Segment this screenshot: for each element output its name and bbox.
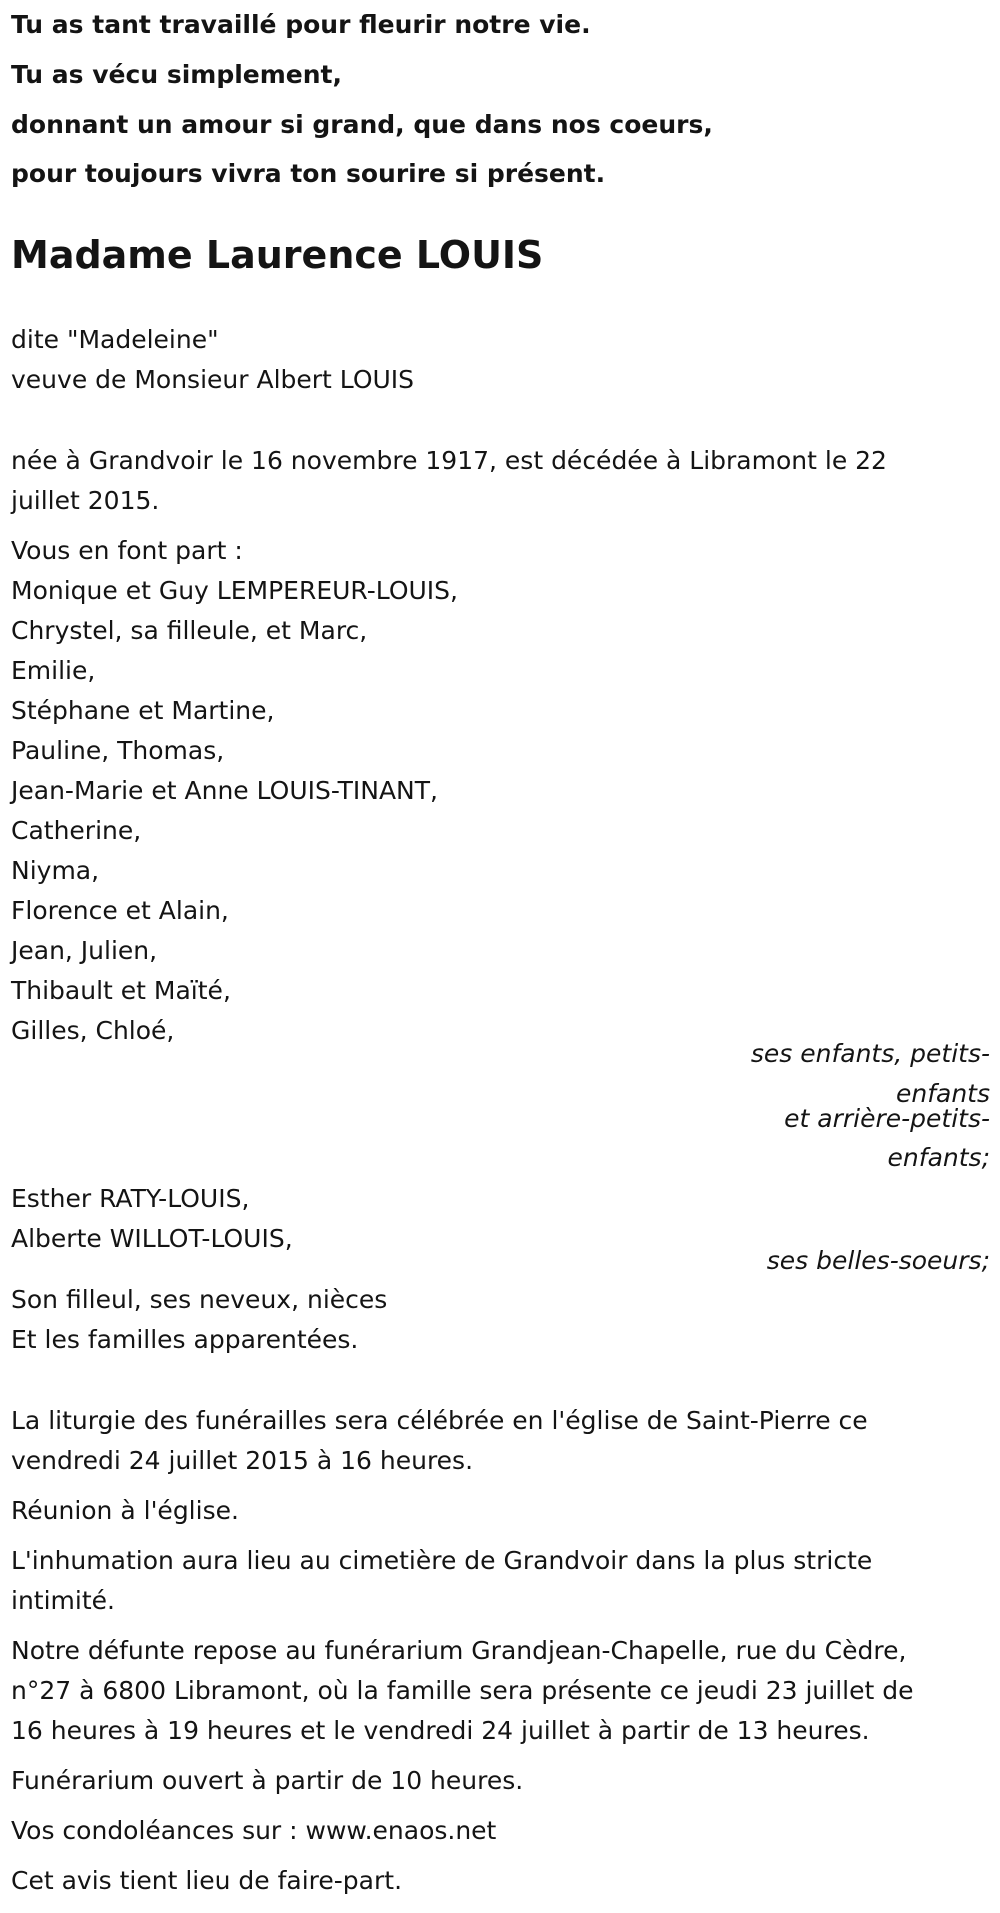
widow-of: veuve de Monsieur Albert LOUIS <box>11 365 415 394</box>
family-role-line: et arrière-petits- <box>784 1104 990 1133</box>
family-member: Gilles, Chloé, <box>11 1016 175 1045</box>
liturgy-line: La liturgie des funérailles sera célébrée en l'église de Saint-Pierre ce <box>11 1406 868 1435</box>
closing-note: Cet avis tient lieu de faire-part. <box>11 1866 403 1895</box>
family-member: Monique et Guy LEMPEREUR-LOUIS, <box>11 576 458 605</box>
family-member: Thibault et Maïté, <box>11 976 231 1005</box>
sisters-role: ses belles-soeurs; <box>766 1246 990 1275</box>
condolences-line: Vos condoléances sur : www.enaos.net <box>11 1816 497 1845</box>
family-member: Jean, Julien, <box>11 936 158 965</box>
poem-line: Tu as tant travaillé pour fleurir notre vie. <box>11 10 591 39</box>
birth-death-line: née à Grandvoir le 16 novembre 1917, est décédée à Libramont le 22 <box>11 446 887 475</box>
repose-line: 16 heures à 19 heures et le vendredi 24 juillet à partir de 13 heures. <box>11 1716 870 1745</box>
liturgy-line: vendredi 24 juillet 2015 à 16 heures. <box>11 1446 474 1475</box>
birth-death-line: juillet 2015. <box>11 486 160 515</box>
relatives-line: Son filleul, ses neveux, nièces <box>11 1285 388 1314</box>
family-role-line: enfants; <box>887 1143 990 1172</box>
family-member: Catherine, <box>11 816 142 845</box>
family-role-line: ses enfants, petits- <box>750 1039 990 1068</box>
relatives-line: Et les familles apparentées. <box>11 1325 359 1354</box>
burial-line: L'inhumation aura lieu au cimetière de Grandvoir dans la plus stricte <box>11 1546 873 1575</box>
family-member: Niyma, <box>11 856 100 885</box>
family-role-line: enfants <box>895 1079 990 1108</box>
repose-line: Notre défunte repose au funérarium Grandjean-Chapelle, rue du Cèdre, <box>11 1636 907 1665</box>
announce-intro: Vous en font part : <box>11 536 243 565</box>
deceased-name: Madame Laurence LOUIS <box>11 233 544 277</box>
family-member: Chrystel, sa filleule, et Marc, <box>11 616 368 645</box>
sister-in-law: Alberte WILLOT-LOUIS, <box>11 1224 293 1253</box>
family-member: Emilie, <box>11 656 96 685</box>
family-member: Pauline, Thomas, <box>11 736 225 765</box>
family-member: Stéphane et Martine, <box>11 696 275 725</box>
burial-line: intimité. <box>11 1586 115 1615</box>
family-member: Jean-Marie et Anne LOUIS-TINANT, <box>11 776 438 805</box>
sister-in-law: Esther RATY-LOUIS, <box>11 1184 250 1213</box>
family-member: Florence et Alain, <box>11 896 229 925</box>
repose-line: n°27 à 6800 Libramont, où la famille sera présente ce jeudi 23 juillet de <box>11 1676 914 1705</box>
nickname: dite "Madeleine" <box>11 325 219 354</box>
poem-line: donnant un amour si grand, que dans nos coeurs, <box>11 110 713 139</box>
poem-line: Tu as vécu simplement, <box>11 60 343 89</box>
meeting-note: Réunion à l'église. <box>11 1496 239 1525</box>
funerarium-open: Funérarium ouvert à partir de 10 heures. <box>11 1766 524 1795</box>
poem-line: pour toujours vivra ton sourire si présent. <box>11 159 606 188</box>
